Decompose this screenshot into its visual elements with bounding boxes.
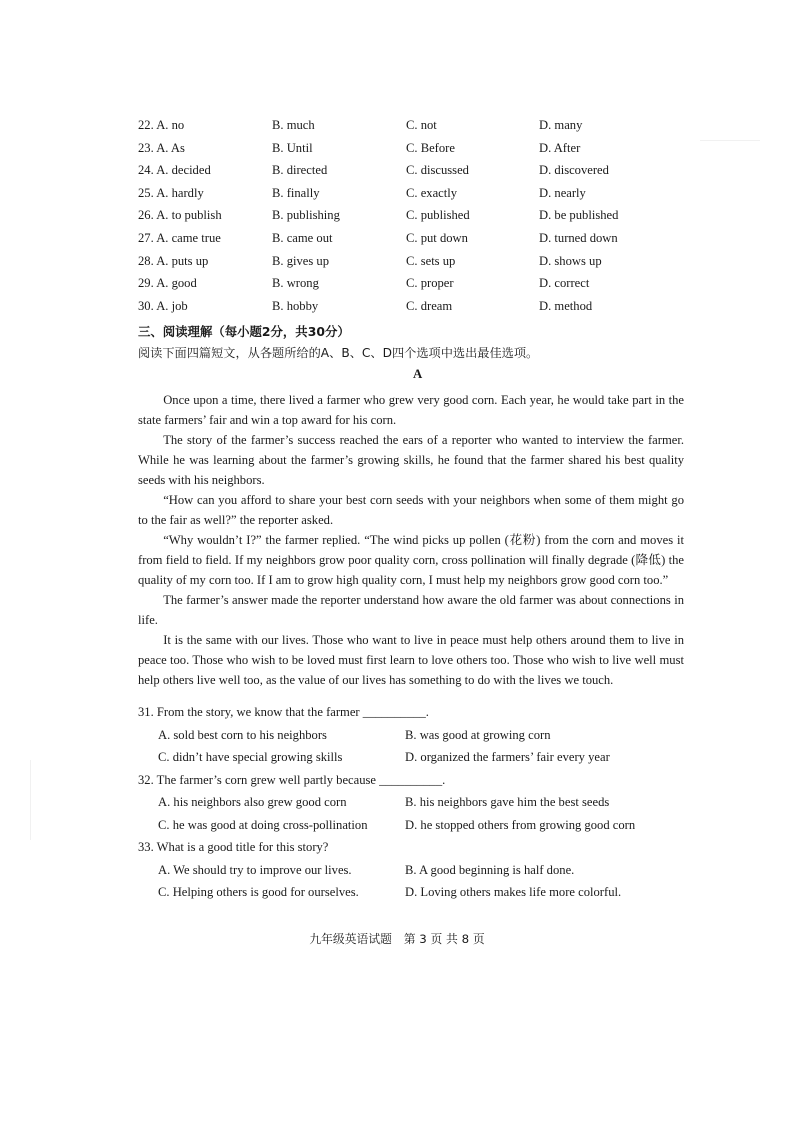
answer-option-d: D. organized the farmers’ fair every year	[405, 750, 610, 764]
question-options-row	[138, 885, 684, 908]
answer-option-a: A. his neighbors also grew good corn	[158, 795, 347, 809]
option-row	[138, 163, 698, 186]
passage-label: A	[413, 367, 423, 381]
option-b: B. finally	[272, 185, 320, 200]
section-instruction: 阅读下面四篇短文，从各题所给的A、B、C、D四个选项中选出最佳选项。	[138, 346, 539, 360]
option-row	[138, 254, 698, 277]
option-b: B. wrong	[272, 276, 319, 291]
option-a: 26. A. to publish	[138, 208, 222, 223]
option-b: B. publishing	[272, 208, 340, 223]
option-a: 25. A. hardly	[138, 185, 204, 200]
passage-paragraph: “Why wouldn’t I?” the farmer replied. “The wind picks up pollen (花粉) from the corn and moves it from field to field. If my neighbors grow poor quality corn, cross pollination will finally degrade (降低) the quality of my corn too. If I am to grow high quality corn, I must help my neighbors grow good corn too.”	[138, 533, 684, 587]
question-options-row	[138, 728, 684, 751]
option-b: B. Until	[272, 140, 313, 155]
answer-option-d: D. he stopped others from growing good corn	[405, 817, 636, 832]
option-c: C. discussed	[406, 163, 469, 178]
answer-option-c: C. he was good at doing cross-pollination	[158, 817, 368, 832]
option-c: C. sets up	[406, 253, 456, 268]
option-c: C. dream	[406, 298, 453, 313]
option-d: D. many	[539, 118, 583, 132]
passage-paragraph: The farmer’s answer made the reporter understand how aware the old farmer was about connections in life.	[138, 593, 684, 627]
option-row	[138, 141, 698, 164]
option-b: B. came out	[272, 230, 333, 245]
question-stem: 33. What is a good title for this story?	[138, 840, 329, 854]
answer-option-a: A. We should try to improve our lives.	[158, 862, 352, 877]
option-b: B. gives up	[272, 253, 330, 268]
option-b: B. hobby	[272, 298, 319, 313]
option-c: C. exactly	[406, 185, 458, 200]
option-c: C. put down	[406, 230, 468, 245]
option-d: D. After	[539, 140, 581, 155]
option-c: C. proper	[406, 276, 454, 291]
option-a: 28. A. puts up	[138, 253, 209, 268]
option-d: D. be published	[539, 208, 619, 223]
option-row	[138, 186, 698, 209]
section-heading: 三、阅读理解（每小题2分，共30分）	[138, 324, 350, 339]
option-d: D. shows up	[539, 253, 602, 268]
question-options-row	[138, 795, 684, 818]
scan-artifact	[30, 760, 31, 840]
option-a: 24. A. decided	[138, 163, 211, 178]
option-d: D. turned down	[539, 230, 618, 245]
option-a: 30. A. job	[138, 298, 188, 313]
option-d: D. discovered	[539, 163, 609, 178]
passage-paragraph: Once upon a time, there lived a farmer who grew very good corn. Each year, he would take part in the state farmers’ fair and win a top award for his corn.	[138, 393, 684, 427]
option-b: B. much	[272, 118, 315, 132]
question-stem: 31. From the story, we know that the farmer __________.	[138, 705, 429, 719]
option-d: D. nearly	[539, 185, 586, 200]
question-stem: 32. The farmer’s corn grew well partly because __________.	[138, 772, 446, 787]
answer-option-d: D. Loving others makes life more colorful.	[405, 885, 622, 899]
option-c: C. not	[406, 118, 437, 132]
option-c: C. published	[406, 208, 470, 223]
option-row	[138, 118, 698, 141]
option-a: 23. A. As	[138, 140, 185, 155]
option-row	[138, 276, 698, 299]
answer-option-c: C. Helping others is good for ourselves.	[158, 885, 359, 899]
cloze-options	[138, 118, 698, 321]
option-row	[138, 208, 698, 231]
scan-artifact	[700, 140, 760, 141]
passage-paragraph: The story of the farmer’s success reached the ears of a reporter who wanted to interview the farmer. While he was learning about the farmer’s growing skills, he found that the farmer shared his best quality seeds with his neighbors.	[138, 433, 684, 487]
option-row	[138, 299, 698, 322]
answer-option-b: B. was good at growing corn	[405, 727, 551, 742]
option-a: 27. A. came true	[138, 230, 221, 245]
passage-text	[138, 390, 684, 690]
option-row	[138, 231, 698, 254]
answer-option-a: A. sold best corn to his neighbors	[158, 727, 327, 742]
page-footer: 九年级英语试题 第 3 页 共 8 页	[309, 932, 485, 946]
answer-option-b: B. A good beginning is half done.	[405, 862, 575, 877]
option-d: D. correct	[539, 276, 590, 291]
passage-paragraph: “How can you afford to share your best corn seeds with your neighbors when some of them might go to the fair as well?” the reporter asked.	[138, 493, 684, 527]
option-c: C. Before	[406, 140, 455, 155]
option-a: 22. A. no	[138, 118, 185, 132]
option-a: 29. A. good	[138, 276, 197, 291]
passage-paragraph: It is the same with our lives. Those who want to live in peace must help others around them to live in peace too. Those who wish to be loved must first learn to love others too. Those who wish to live well must help others live well too, as the value of our lives has something to do with the lives we touch.	[138, 633, 684, 687]
question-options-row	[138, 750, 684, 773]
question-list	[138, 705, 684, 908]
answer-option-c: C. didn’t have special growing skills	[158, 750, 343, 764]
question-options-row	[138, 818, 684, 841]
question-options-row	[138, 863, 684, 886]
option-b: B. directed	[272, 163, 328, 178]
answer-option-b: B. his neighbors gave him the best seeds	[405, 795, 610, 809]
option-d: D. method	[539, 298, 593, 313]
